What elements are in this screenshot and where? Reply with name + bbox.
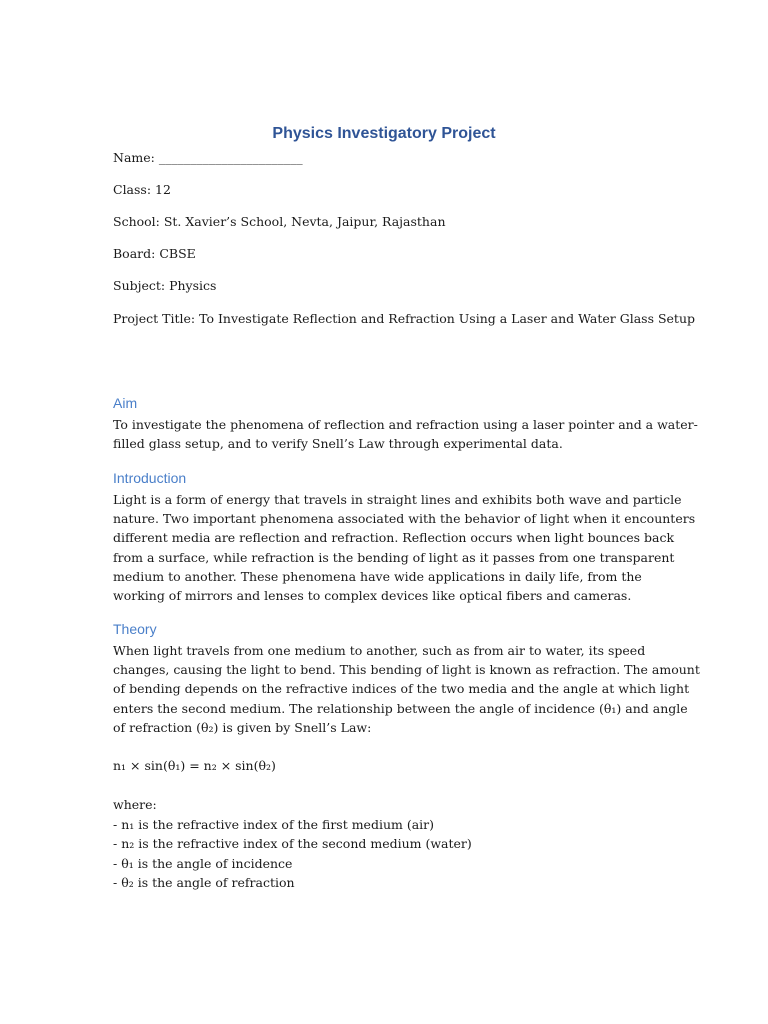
theory-paragraph bbox=[113, 641, 700, 737]
aim-line: filled glass setup, and to verify Snell’s Law through experimental data. bbox=[113, 436, 563, 452]
school-line: School: St. Xavier’s School, Nevta, Jaipur, Rajasthan bbox=[113, 214, 446, 229]
aim-paragraph bbox=[113, 415, 698, 453]
where-label: where: bbox=[113, 797, 157, 812]
introduction-line: working of mirrors and lenses to complex devices like optical fibers and cameras. bbox=[113, 588, 632, 604]
subject-line: Subject: Physics bbox=[113, 278, 217, 293]
where-item: - θ₂ is the angle of refraction bbox=[113, 875, 295, 890]
theory-line: changes, causing the light to bend. This bending of light is known as refraction. The amount bbox=[113, 662, 700, 678]
introduction-line: Light is a form of energy that travels in straight lines and exhibits both wave and particle bbox=[113, 492, 682, 507]
theory-line: of refraction (θ₂) is given by Snell’s Law: bbox=[113, 719, 372, 735]
name-line: Name: _______________________ bbox=[113, 150, 303, 165]
introduction-heading: Introduction bbox=[113, 470, 187, 486]
introduction-paragraph bbox=[113, 490, 696, 605]
aim-heading: Aim bbox=[113, 395, 138, 411]
where-item: - n₁ is the refractive index of the first medium (air) bbox=[113, 816, 435, 832]
introduction-line: from a surface, while refraction is the bending of light as it passes from one transparent bbox=[113, 549, 675, 565]
board-line: Board: CBSE bbox=[113, 246, 196, 261]
introduction-line: nature. Two important phenomena associated with the behavior of light when it encounters bbox=[113, 511, 696, 527]
snells-law-formula: n₁ × sin(θ₁) = n₂ × sin(θ₂) bbox=[113, 758, 276, 773]
where-list bbox=[113, 795, 472, 893]
class-line: Class: 12 bbox=[113, 182, 171, 197]
project-title-line: Project Title: To Investigate Reflection and Refraction Using a Laser and Water Glass Setup bbox=[113, 311, 695, 326]
theory-line: of bending depends on the refractive indices of the two media and the angle at which light bbox=[113, 681, 690, 697]
introduction-line: medium to another. These phenomena have wide applications in daily life, from the bbox=[113, 568, 642, 584]
aim-line: To investigate the phenomena of reflection and refraction using a laser pointer and a water- bbox=[113, 417, 698, 432]
where-item: - n₂ is the refractive index of the second medium (water) bbox=[113, 836, 472, 851]
theory-line: enters the second medium. The relationship between the angle of incidence (θ₁) and angle bbox=[113, 700, 688, 716]
theory-line: When light travels from one medium to another, such as from air to water, its speed bbox=[113, 643, 646, 658]
document-title: Physics Investigatory Project bbox=[272, 125, 496, 142]
where-item: - θ₁ is the angle of incidence bbox=[113, 855, 293, 871]
introduction-line: different media are reflection and refraction. Reflection occurs when light bounces back bbox=[113, 530, 675, 546]
theory-heading: Theory bbox=[113, 621, 157, 637]
